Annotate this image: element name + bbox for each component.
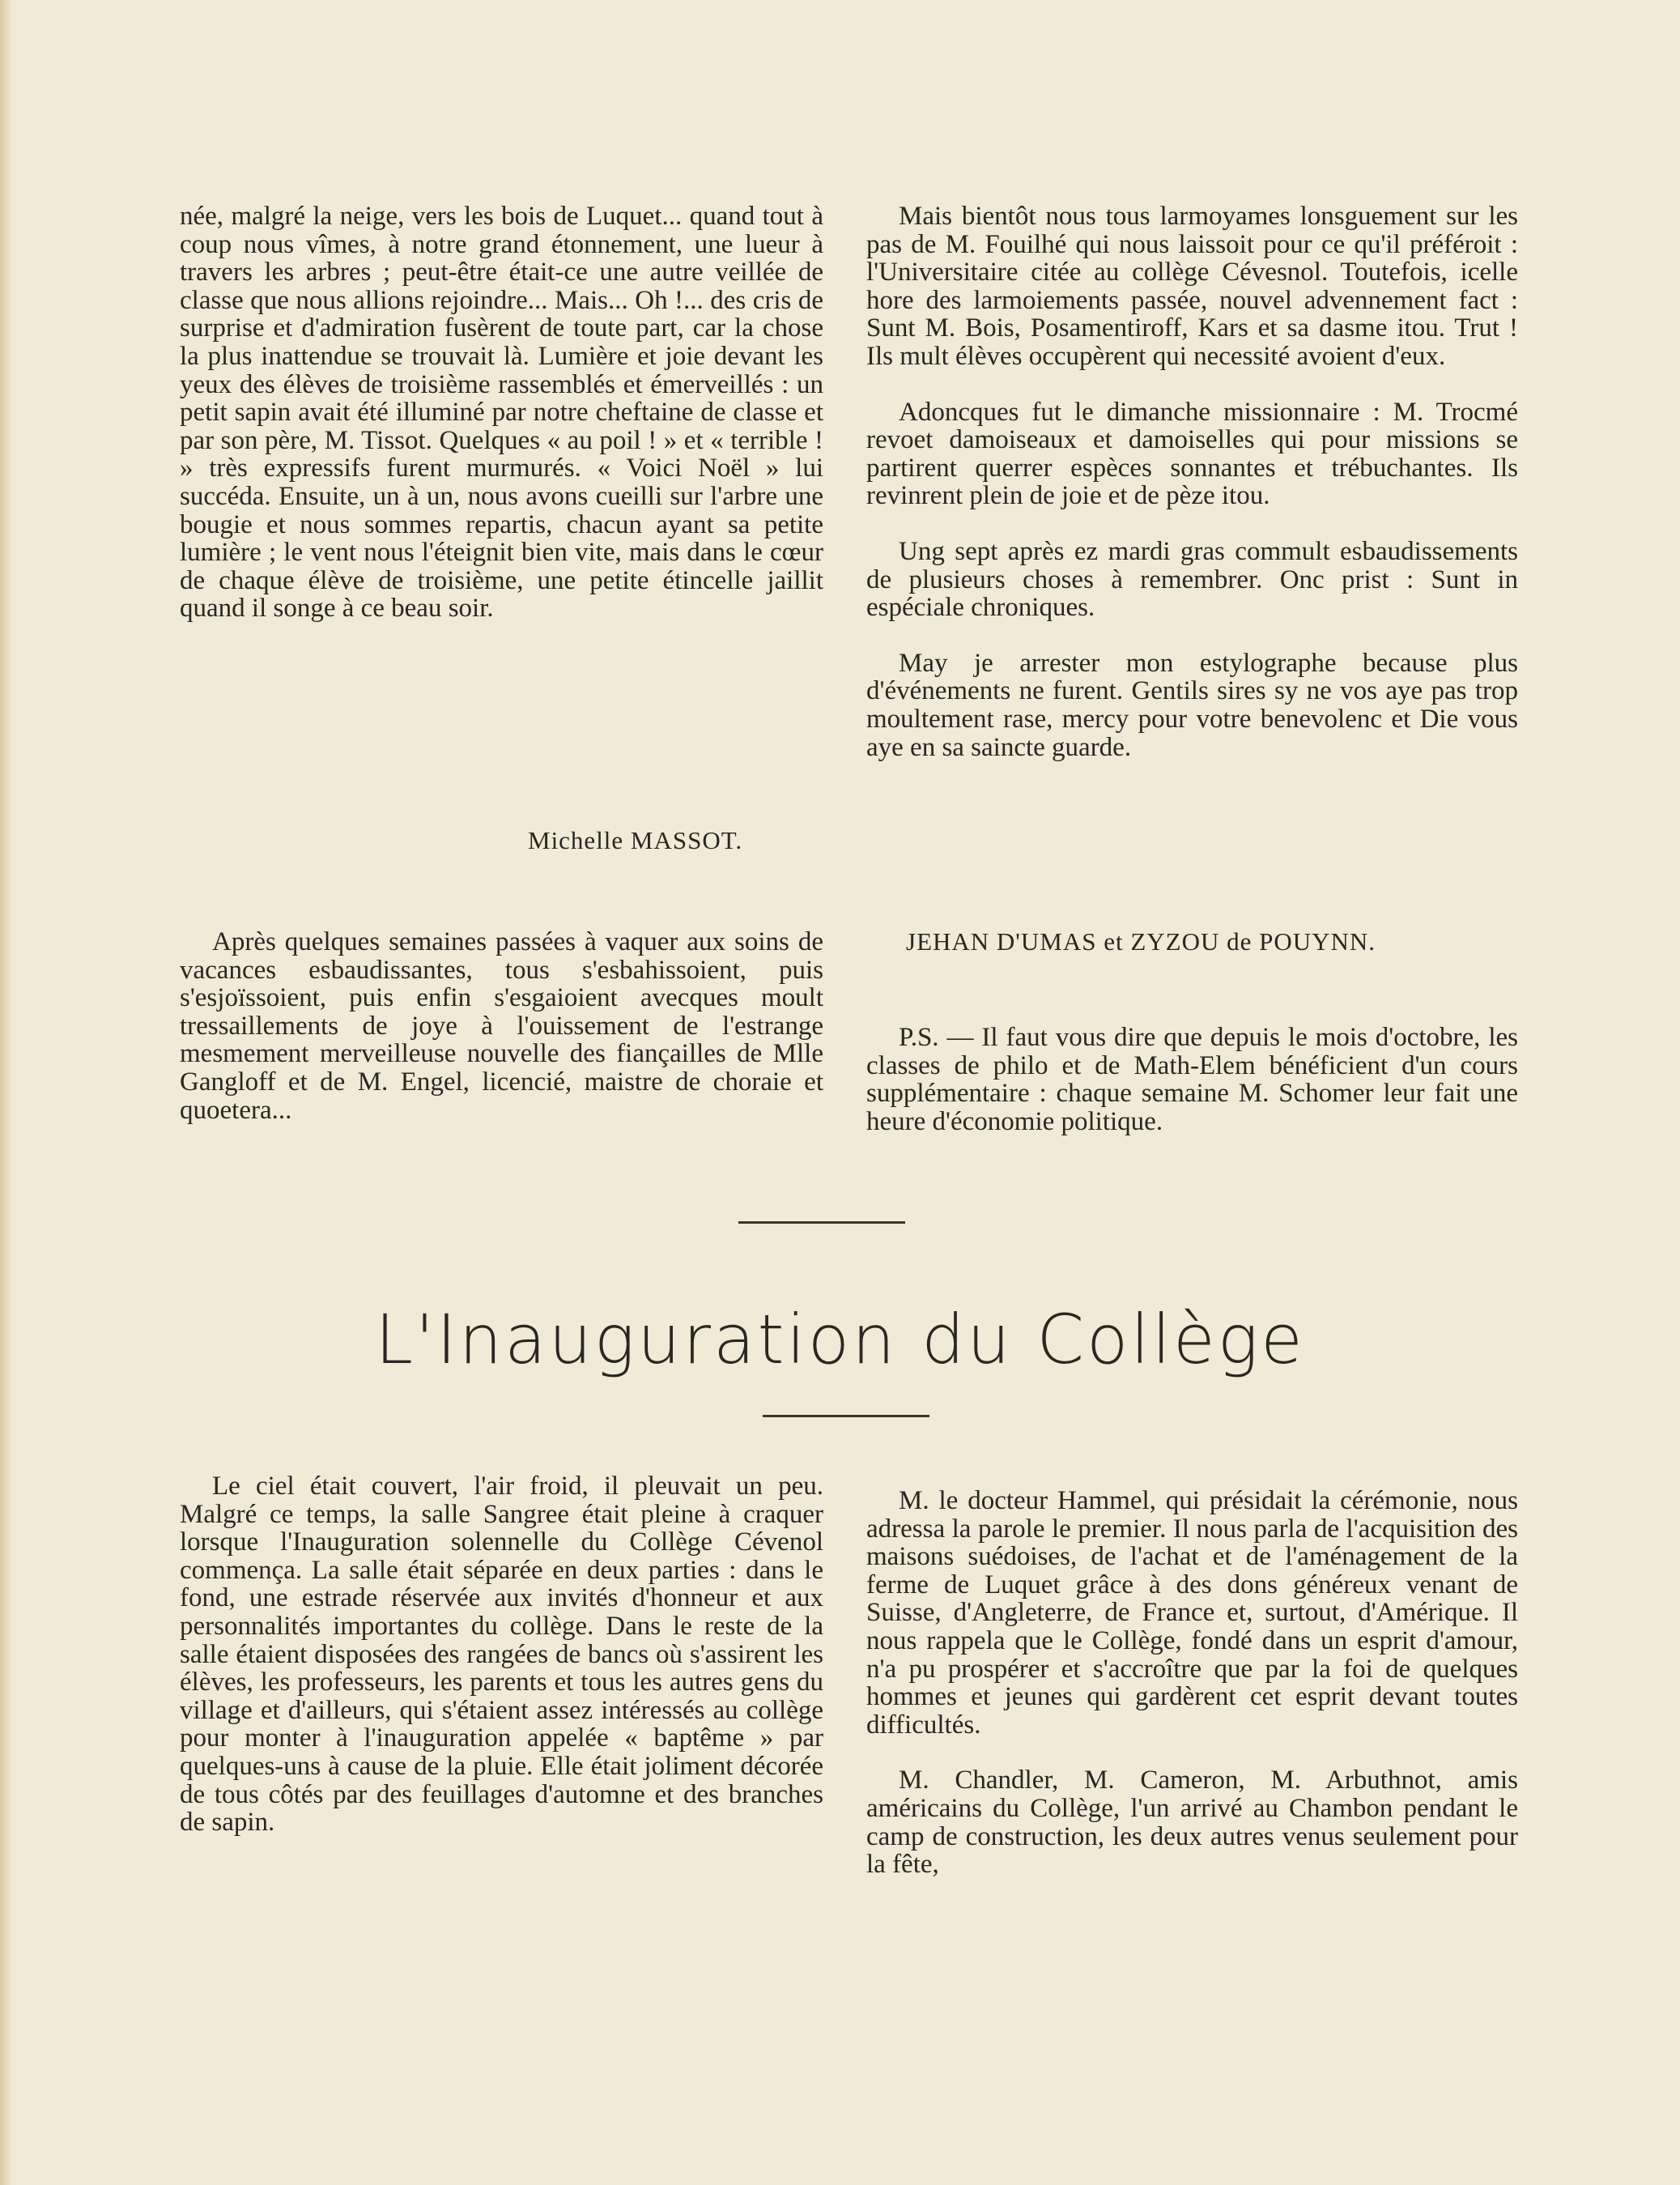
page-edge: [0, 0, 11, 2185]
fiancailles-paragraph: Après quelques semaines passées à vaquer aux soins de vacances esbaudissantes, tous s'esbahissoient, puis s'esjoïssoient, puis enfin s'esgaioient avecques moult tressaillements de joye à l'ouissement de l'estrange mesmement merveilleuse nouvelle des fiançailles de Mlle Gangloff et de M. Engel, licencié, maistre de choraie et quoetera...: [180, 927, 823, 1125]
rule-below-title: [763, 1415, 929, 1417]
chronicle-paragraph-4: May je arrester mon estylographe because plus d'événements ne furent. Gentils sires sy ne vos aye pas trop moultement rase, mercy pour votre benevolenc et Die vous aye en sa saincte guarde.: [866, 648, 1518, 762]
chronicle-paragraph-3: Ung sept après ez mardi gras commult esbaudissements de plusieurs choses à remembrer. Onc prist : Sunt in espéciale chroniques.: [866, 536, 1518, 623]
rule-above-title: [738, 1221, 905, 1224]
chronicle-paragraph-1: Mais bientôt nous tous larmoyames lonsguement sur les pas de M. Fouilhé qui nous laissoit pour ce qu'il préféroit : l'Universitaire citée au collège Cévesnol. Toutefois, icelle hore des larmoiements passée, nouvel advennement fact : Sunt M. Bois, Posamentiroff, Kars et sa dasme itou. Trut ! Ils mult élèves occupèrent qui necessité avoient d'eux.: [866, 202, 1518, 371]
ps-paragraph: P.S. — Il faut vous dire que depuis le mois d'octobre, les classes de philo et de Math-Elem bénéficient d'un cours supplémentaire : chaque semaine M. Schomer leur fait une heure d'économie politique.: [866, 1023, 1518, 1136]
bottom-left-column: [180, 1472, 823, 1837]
ps-block: [866, 1024, 1518, 1135]
signature-jehan-zyzou: JEHAN D'UMAS et ZYZOU de POUYNN.: [906, 927, 1376, 956]
chronicle-paragraph-2: Adoncques fut le dimanche missionnaire : M. Trocmé revoet damoiseaux et damoiselles qui pour missions se partirent querrer espèces sonnantes et trébuchantes. Ils revinrent plein de joie et de pèze itou.: [866, 397, 1518, 511]
inauguration-paragraph-3: M. Chandler, M. Cameron, M. Arbuthnot, amis américains du Collège, l'un arrivé au Chambon pendant le camp de construction, les deux autres venus seulement pour la fête,: [866, 1765, 1518, 1880]
section-title: L'Inauguration du Collège: [375, 1300, 1305, 1379]
inauguration-paragraph-2: M. le docteur Hammel, qui présidait la cérémonie, nous adressa la parole le premier. Il nous parla de l'acquisition des maisons suédoises, de l'achat et de l'aménagement de la ferme de Luquet grâce à des dons généreux venant de Suisse, d'Angleterre, de France et, surtout, d'Amérique. Il nous rappela que le Collège, fondé dans un esprit d'amour, n'a pu prospérer et s'accroître que par la foi de quelques hommes et jeunes qui gardèrent cet esprit devant toutes difficultés.: [866, 1486, 1518, 1740]
fiancailles-column: [180, 928, 823, 1124]
signature-massot: Michelle MASSOT.: [528, 826, 743, 854]
noel-story-paragraph: née, malgré la neige, vers les bois de Luquet... quand tout à coup nous vîmes, à notre grand étonnement, une lueur à travers les arbres ; peut-être était-ce une autre veillée de classe que nous allions rejoindre... Mais... Oh !... des cris de surprise et d'admiration fusèrent de toute part, car la chose la plus inattendue se trouvait là. Lumière et joie devant les yeux des élèves de troisième rassemblés et émerveillés : un petit sapin avait été illuminé par notre cheftaine de classe et par son père, M. Tissot. Quelques « au poil ! » et « terrible ! » très expressifs furent murmurés. « Voici Noël » lui succéda. Ensuite, un à un, nous avons cueilli sur l'arbre une bougie et nous sommes repartis, chacun ayant sa petite lumière ; le vent nous l'éteignit bien vite, mais dans le cœur de chaque élève de troisième, une petite étincelle jaillit quand il songe à ce beau soir.: [180, 202, 823, 624]
top-right-column: [866, 202, 1518, 761]
inauguration-paragraph-1: Le ciel était couvert, l'air froid, il pleuvait un peu. Malgré ce temps, la salle Sangree était pleine à craquer lorsque l'Inauguration solennelle du Collège Cévenol commença. La salle était séparée en deux parties : dans le fond, une estrade réservée aux invités d'honneur et aux personnalités importantes du collège. Dans le reste de la salle étaient disposées des rangées de bancs où s'assirent les élèves, les professeurs, les parents et tous les autres gens du village et d'ailleurs, qui s'étaient assez intéressés au collège pour monter à l'inauguration appelée « baptême » par quelques-uns à cause de la pluie. Elle était joliment décorée de tous côtés par des feuillages d'automne et des branches de sapin.: [180, 1472, 823, 1838]
bottom-right-column: [866, 1487, 1518, 1879]
top-left-column: [180, 202, 823, 623]
